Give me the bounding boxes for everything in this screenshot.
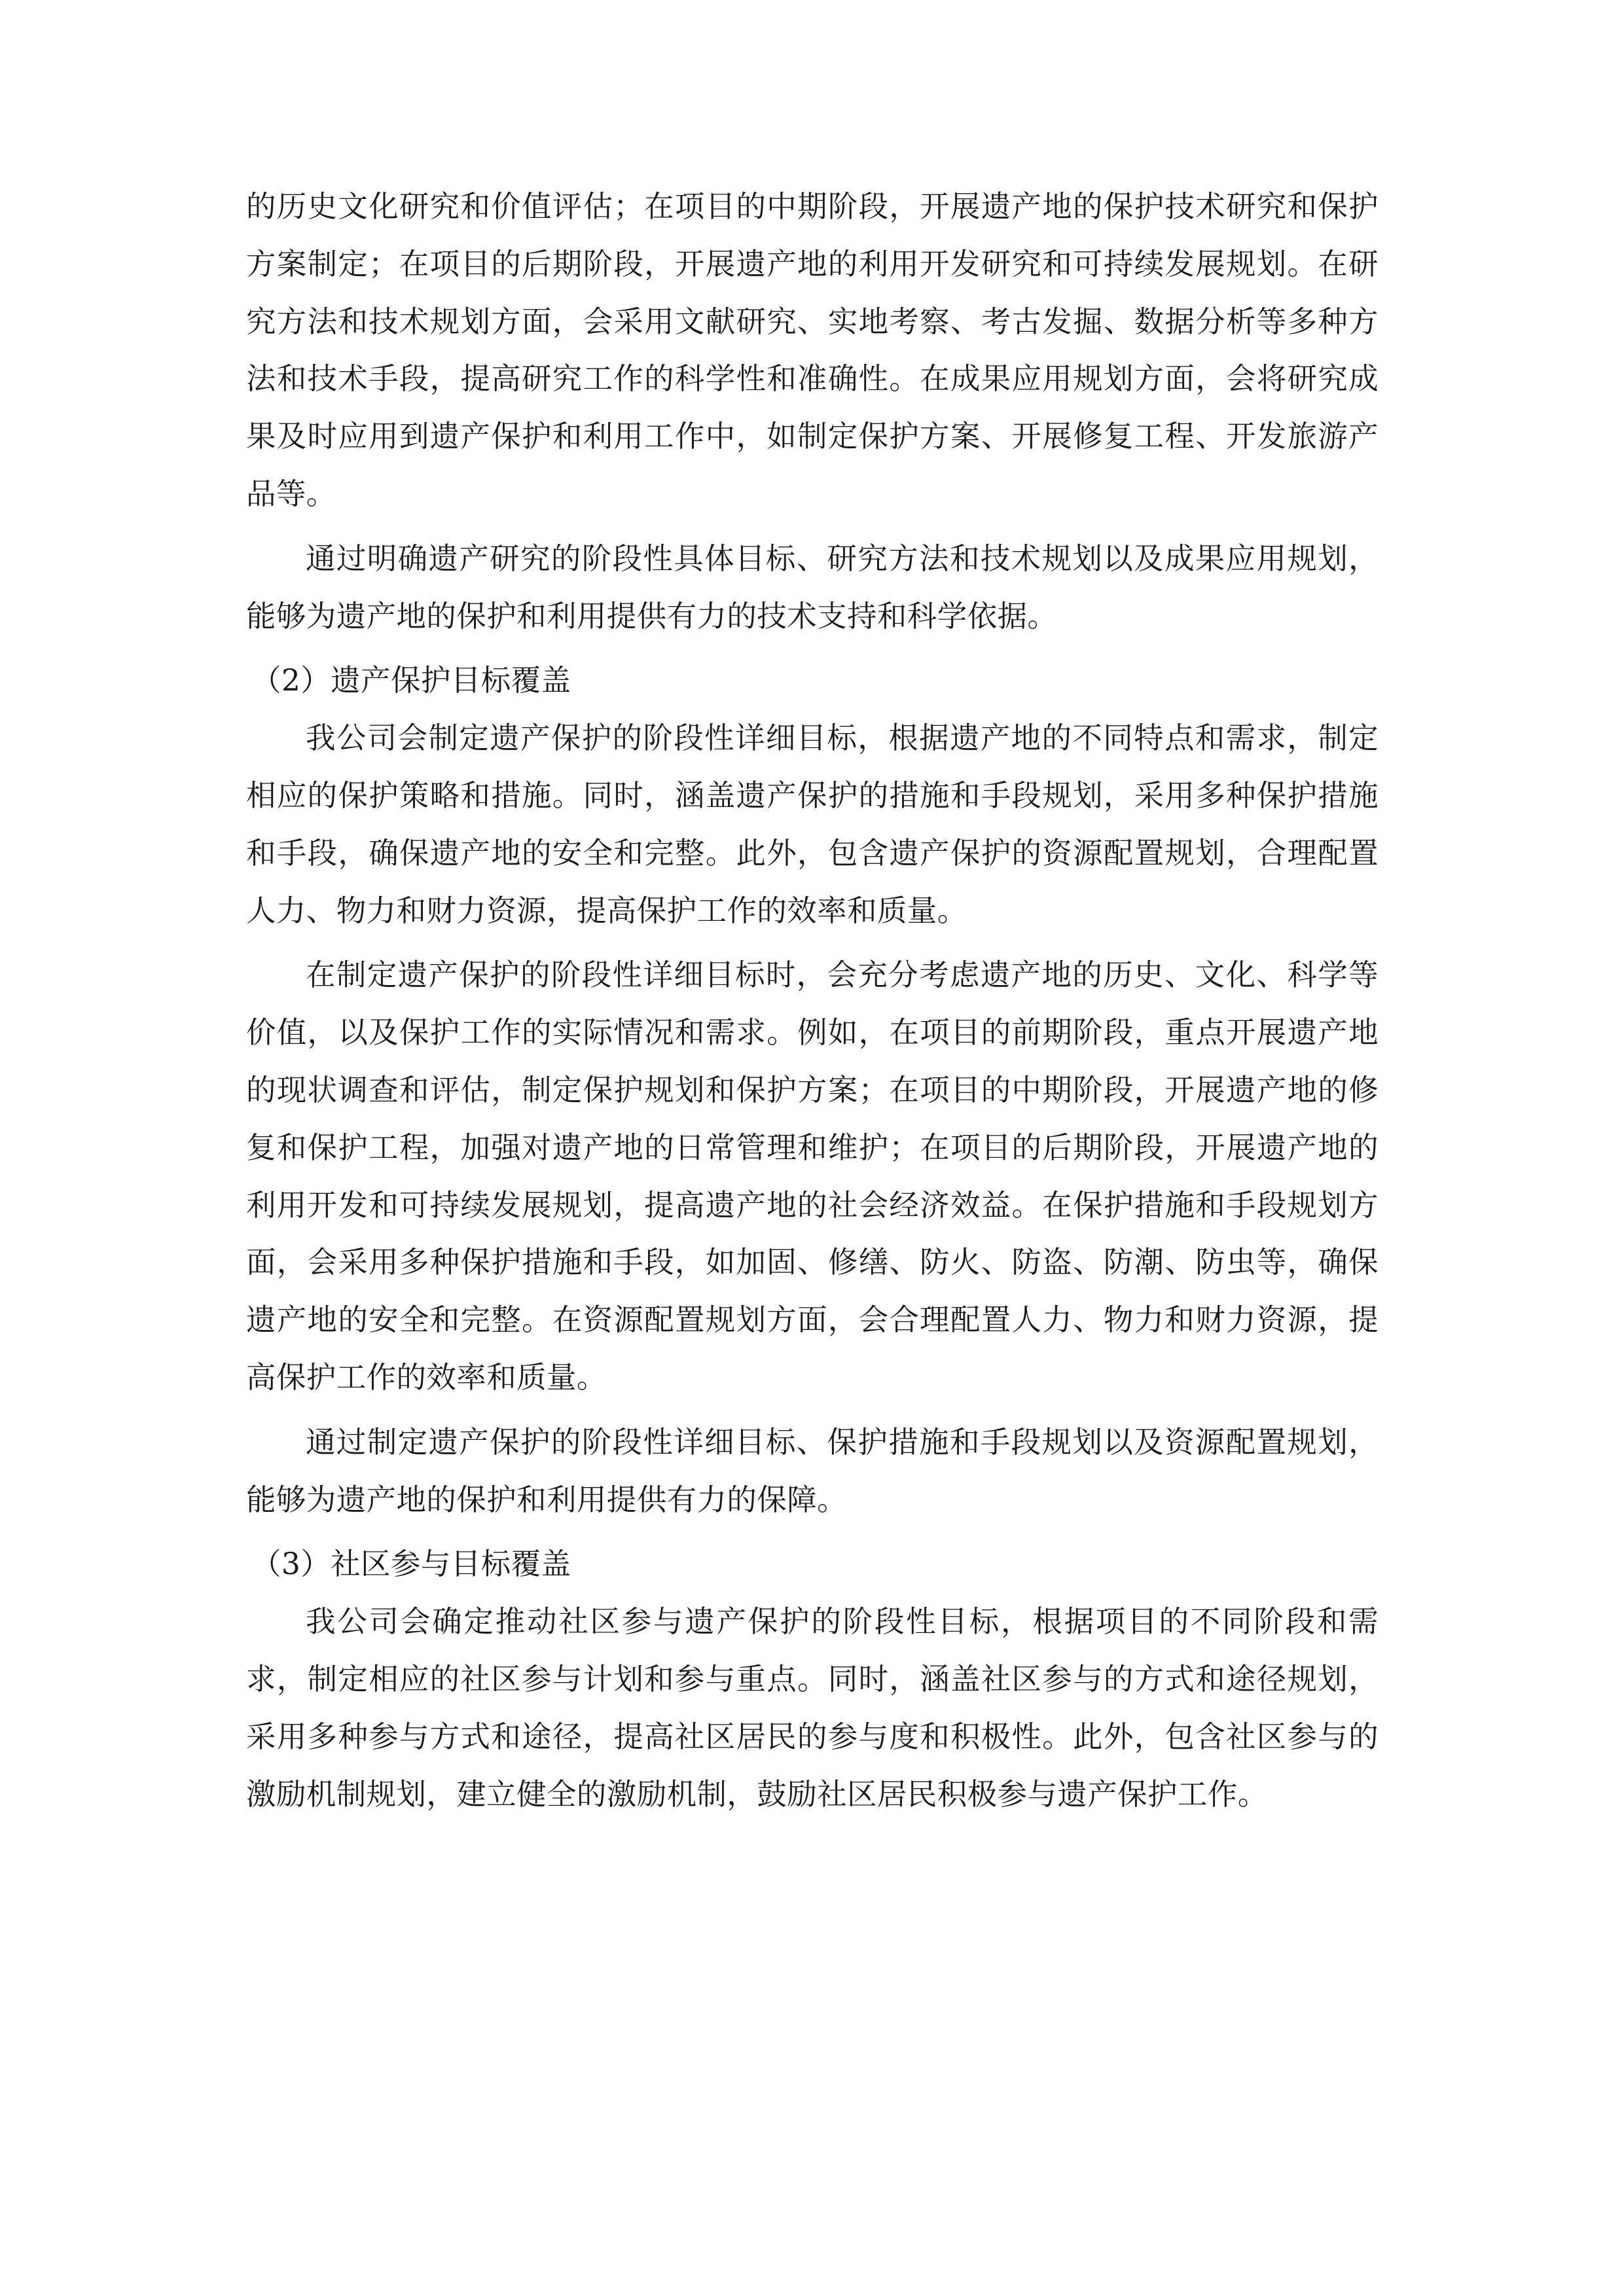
section-heading-community-participation: （3）社区参与目标覆盖: [251, 1547, 571, 1582]
paragraph: 通过制定遗产保护的阶段性详细目标、保护措施和手段规划以及资源配置规划，能够为遗产地的保护和利用提供有力的保障。: [246, 1424, 1379, 1517]
document-body: [246, 178, 1379, 1830]
paragraph: 我公司会确定推动社区参与遗产保护的阶段性目标，根据项目的不同阶段和需求，制定相应的社区参与计划和参与重点。同时，涵盖社区参与的方式和途径规划，采用多种参与方式和途径，提高社区居民的参与度和积极性。此外，包含社区参与的激励机制规划，建立健全的激励机制，鼓励社区居民积极参与遗产保护工作。: [246, 1604, 1379, 1812]
section-heading-heritage-protection: （2）遗产保护目标覆盖: [251, 663, 571, 698]
paragraph: 通过明确遗产研究的阶段性具体目标、研究方法和技术规划以及成果应用规划，能够为遗产地的保护和利用提供有力的技术支持和科学依据。: [246, 541, 1379, 634]
paragraph-continued: 的历史文化研究和价值评估；在项目的中期阶段，开展遗产地的保护技术研究和保护方案制定；在项目的后期阶段，开展遗产地的利用开发研究和可持续发展规划。在研究方法和技术规划方面，会采用文献研究、实地考察、考古发掘、数据分析等多种方法和技术手段，提高研究工作的科学性和准确性。在成果应用规划方面，会将研究成果及时应用到遗产保护和利用工作中，如制定保护方案、开展修复工程、开发旅游产品等。: [246, 189, 1379, 511]
paragraph: 在制定遗产保护的阶段性详细目标时，会充分考虑遗产地的历史、文化、科学等价值，以及保护工作的实际情况和需求。例如，在项目的前期阶段，重点开展遗产地的现状调查和评估，制定保护规划和保护方案；在项目的中期阶段，开展遗产地的修复和保护工程，加强对遗产地的日常管理和维护；在项目的后期阶段，开展遗产地的利用开发和可持续发展规划，提高遗产地的社会经济效益。在保护措施和手段规划方面，会采用多种保护措施和手段，如加固、修缮、防火、防盗、防潮、防虫等，确保遗产地的安全和完整。在资源配置规划方面，会合理配置人力、物力和财力资源，提高保护工作的效率和质量。: [246, 958, 1379, 1395]
paragraph: 我公司会制定遗产保护的阶段性详细目标，根据遗产地的不同特点和需求，制定相应的保护策略和措施。同时，涵盖遗产保护的措施和手段规划，采用多种保护措施和手段，确保遗产地的安全和完整。此外，包含遗产保护的资源配置规划，合理配置人力、物力和财力资源，提高保护工作的效率和质量。: [246, 721, 1379, 928]
